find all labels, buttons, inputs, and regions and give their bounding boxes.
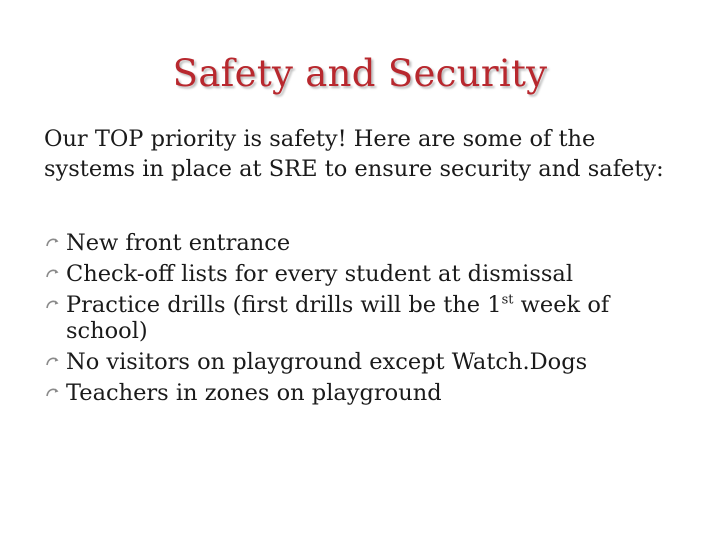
list-item — [44, 292, 684, 344]
curved-arrow-bullet-icon — [45, 297, 62, 311]
bullet-text: No visitors on playground except Watch.Dogs — [66, 349, 588, 375]
list-item — [44, 261, 684, 287]
bullet-text: Teachers in zones on playground — [66, 380, 442, 406]
bullet-superscript: st — [501, 292, 514, 308]
slide-title: Safety and Security — [172, 52, 548, 95]
curved-arrow-bullet-icon — [45, 385, 62, 399]
list-item — [44, 380, 684, 406]
list-item — [44, 349, 684, 375]
bullet-text: New front entrance — [66, 230, 291, 256]
intro-paragraph: Our TOP priority is safety! Here are some of the systems in place at SRE to ensure security and safety: — [44, 126, 664, 182]
bullet-list — [44, 230, 684, 411]
list-item — [44, 230, 684, 256]
bullet-text: Check-off lists for every student at dismissal — [66, 261, 574, 287]
curved-arrow-bullet-icon — [45, 266, 62, 280]
curved-arrow-bullet-icon — [45, 235, 62, 249]
bullet-text-part: Practice drills (first drills will be the 1 — [66, 292, 502, 318]
curved-arrow-bullet-icon — [45, 354, 62, 368]
bullet-text-part: week of school) — [66, 292, 610, 344]
